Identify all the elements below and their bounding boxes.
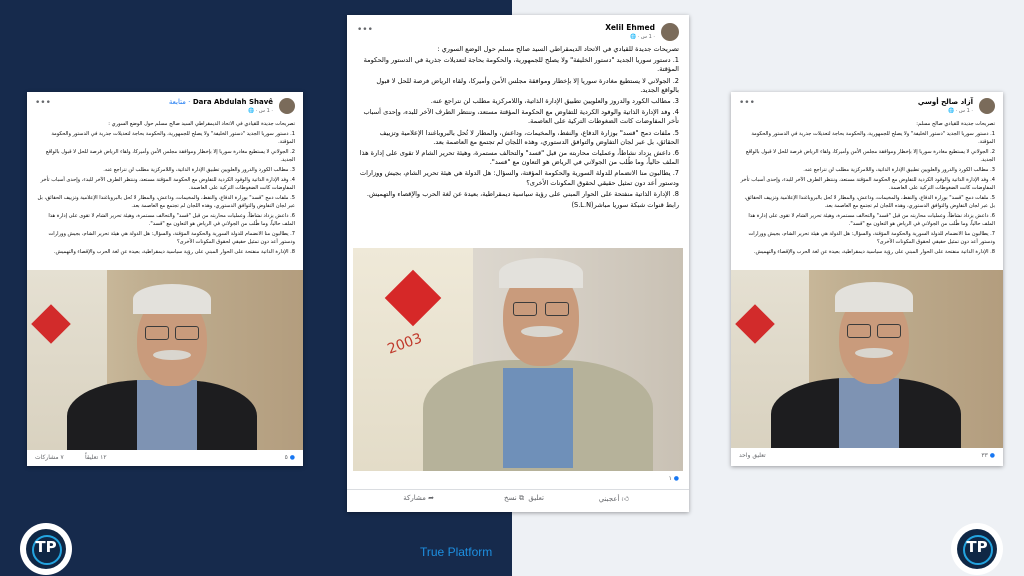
post-item: 6. داعش يزداد نشاطاً، وعمليات محاربته من قبل "قسد" والتحالف مستمرة، وهيئة تحرير الشام لا تقوى على إدارة هذا الملف حالياً، وما طُلب من الجولاني في الرياض هو التعاون مع "قسد".	[359, 149, 679, 167]
post-item: 3. مطالب الكورد والدروز والعلويين تطبيق الإدارة الذاتية، واللامركزية مطلب لن نتراجع عنه.	[430, 97, 679, 106]
post-item: 2. الجولاني لا يستطيع مغادرة سوريا إلا بإخطار وموافقة مجلس الأمن وأميركا، ولقاء الرياض فرصة للحل لا قبول بالواقع الجديد.	[376, 76, 679, 94]
post-item: 8. الإدارة الذاتية منفتحة على الحوار المبني على رؤية سياسية ديمقراطية، بعيدة عن لغة الحرب والإقصاء والتهميش.	[366, 189, 679, 198]
post-item: 6. داعش يزداد نشاطاً، وعمليات محاربته من قبل "قسد" والتحالف مستمرة، وهيئة تحرير الشام لا تقوى على إدارة هذا الملف حالياً، وما طُلب من الجولاني في الرياض هو التعاون مع "قسد".	[748, 213, 995, 227]
follow-link[interactable]: · متابعة	[168, 98, 191, 106]
post-footer	[347, 474, 689, 486]
post-footer	[731, 451, 1003, 463]
post-item: 2. الجولاني لا يستطيع مغادرة سوريا إلا بإخطار وموافقة مجلس الأمن وأميركا، ولقاء الرياض فرصة للحل لا قبول بالواقع الجديد.	[745, 149, 995, 163]
comment-button[interactable]	[528, 494, 544, 502]
post-header	[347, 15, 689, 45]
reactions-number: ٥	[284, 454, 288, 461]
avatar[interactable]	[979, 98, 995, 114]
post-text	[27, 120, 303, 256]
post-item: 7. يطالبون منا الانضمام للدولة السورية والحكومة المؤقتة، والسؤال: هل الدولة هي هيئة تحرير الشام، بجيش ووزارات ودستور أعد دون تمثيل حقيقي لحقوق المكونات الأخرى؟	[359, 169, 679, 187]
post-intro: تصريحات جديدة للقيادي في الاتحاد الديمقراطي السيد صالح مسلم حول الوضع السوري :	[108, 121, 295, 127]
post-intro: تصريحات جديدة للقيادي صالح مسلم:	[916, 121, 995, 127]
post-card-center	[347, 15, 689, 512]
more-options-icon[interactable]: •••	[357, 25, 373, 35]
post-item: 7. يطالبون منا الانضمام للدولة السورية والحكومة المؤقتة، والسؤال: هل الدولة هي هيئة تحرير الشام، بجيش ووزارات ودستور أعد دون تمثيل حقيقي لحقوق المكونات الأخرى؟	[748, 231, 995, 245]
post-header	[731, 92, 1003, 120]
action-bar	[347, 489, 689, 510]
comments-count[interactable]: تعليق واحد	[739, 452, 766, 459]
flag-year: 2003	[385, 330, 425, 358]
post-meta: · 1 س · 🌐	[629, 34, 655, 40]
author-name-text[interactable]: Dara Abdulah Shavê	[192, 98, 273, 106]
post-header	[27, 92, 303, 120]
like-reaction-icon: ●	[989, 452, 995, 459]
post-item: 1. دستور سوريا الجديد "دستور الخليفة" ولا يصلح للجمهورية، والحكومة بحاجة لتعديلات جذرية في الدستور والحكومة المؤقتة.	[363, 56, 679, 74]
post-card-right	[731, 92, 1003, 466]
source-line[interactable]: رابط قنوات شبكة سوريا مباشر(S.L.N)	[571, 201, 679, 210]
reactions-number: ١	[668, 475, 672, 482]
post-text	[347, 45, 689, 210]
post-item: 5. ملفات دمج "قسد" بوزارة الدفاع، والنفط، والمخيمات، وداعش، والمطار لا تُحل بالبروباغندا الإعلامية وتزييف الحقائق، بل عبر لجان التفاوض والتوافق الدستوري، وهذه اللجان لم تجتمع مع العاصمة بعد.	[37, 195, 295, 209]
post-item: 4. وفد الإدارة الذاتية والوفود الكردية للتفاوض مع الحكومة المؤقتة مستعد، وننتظر الطرف الآخر للبدء، وإحدى أسباب تأخر المفاوضات كانت الضغوطات التركية على العاصمة.	[740, 177, 995, 191]
like-label: أعجبني	[598, 495, 620, 503]
shares-count[interactable]: ٧ مشاركات	[35, 454, 64, 461]
post-item: 3. مطالب الكورد والدروز والعلويين تطبيق الإدارة الذاتية، واللامركزية مطلب لن نتراجع عنه.	[103, 167, 295, 173]
comments-count[interactable]: ١٢ تعليقاً	[85, 454, 107, 461]
thumbs-up-icon: 👍︎	[621, 495, 629, 503]
post-photo[interactable]	[27, 270, 303, 450]
like-reaction-icon: ●	[289, 454, 295, 461]
more-options-icon[interactable]: •••	[35, 98, 51, 108]
copy-label: نسخ	[504, 494, 517, 502]
share-icon: ➦	[428, 494, 434, 502]
post-meta: · 1 س · 🌐	[247, 108, 273, 114]
reactions-count[interactable]	[669, 475, 679, 482]
post-item: 4. وفد الإدارة الذاتية والوفود الكردية للتفاوض مع الحكومة المؤقتة مستعد، وننتظر الطرف الآخر للبدء، وإحدى أسباب تأخر المفاوضات كانت الضغوطات التركية على العاصمة.	[363, 108, 679, 126]
author-name[interactable]: آزاد صالح أوسي	[917, 98, 973, 106]
reactions-count[interactable]	[285, 454, 295, 461]
avatar[interactable]	[279, 98, 295, 114]
post-item: 1. دستور سوريا الجديد "دستور الخليفة" ولا يصلح للجمهورية، والحكومة بحاجة لتعديلات جذرية في الدستور والحكومة المؤقتة.	[751, 131, 995, 145]
reactions-number: ٣٣	[981, 452, 988, 459]
like-button[interactable]	[599, 494, 629, 503]
post-text	[731, 120, 1003, 256]
more-options-icon[interactable]: •••	[739, 98, 755, 108]
copy-icon: ⧉	[519, 494, 524, 502]
post-item: 7. يطالبون منا الانضمام للدولة السورية والحكومة المؤقتة، والسؤال: هل الدولة هي هيئة تحرير الشام، بجيش ووزارات ودستور أعد دون تمثيل حقيقي لحقوق المكونات الأخرى؟	[48, 231, 295, 245]
author-name[interactable]: Xelil Ehmed	[605, 23, 655, 32]
post-photo[interactable]	[731, 270, 1003, 448]
post-photo[interactable]	[353, 248, 683, 471]
comment-label: تعليق	[528, 494, 544, 502]
post-item: 4. وفد الإدارة الذاتية والوفود الكردية للتفاوض مع الحكومة المؤقتة مستعد، وننتظر الطرف الآخر للبدء، وإحدى أسباب تأخر المفاوضات كانت الضغوطات التركية على العاصمة.	[40, 177, 295, 191]
brand-logo-left	[22, 525, 70, 573]
copy-button[interactable]	[504, 494, 524, 503]
brand-logo-right	[953, 525, 1001, 573]
post-item: 1. دستور سوريا الجديد "دستور الخليفة" ولا يصلح للجمهورية، والحكومة بحاجة لتعديلات جذرية في الدستور والحكومة المؤقتة.	[51, 131, 295, 145]
reactions-count[interactable]	[981, 452, 995, 459]
post-intro: تصريحات جديدة للقيادي في الاتحاد الديمقراطي السيد صالح مسلم حول الوضع السوري :	[437, 45, 679, 53]
post-item: 5. ملفات دمج "قسد" بوزارة الدفاع، والنفط، والمخيمات، وداعش، والمطار لا تُحل بالبروباغندا الإعلامية وتزييف الحقائق، بل عبر لجان التفاوض والتوافق الدستوري، وهذه اللجان لم تجتمع مع العاصمة بعد.	[379, 128, 679, 146]
post-card-left	[27, 92, 303, 466]
post-item: 2. الجولاني لا يستطيع مغادرة سوريا إلا بإخطار وموافقة مجلس الأمن وأميركا، ولقاء الرياض فرصة للحل لا قبول بالواقع الجديد.	[45, 149, 295, 163]
avatar[interactable]	[661, 23, 679, 41]
like-reaction-icon: ●	[673, 475, 679, 482]
post-item: 8. الإدارة الذاتية منفتحة على الحوار المبني على رؤية سياسية ديمقراطية، بعيدة عن لغة الحرب والإقصاء والتهميش.	[753, 249, 995, 255]
post-item: 8. الإدارة الذاتية منفتحة على الحوار المبني على رؤية سياسية ديمقراطية، بعيدة عن لغة الحرب والإقصاء والتهميش.	[53, 249, 295, 255]
post-meta: · 1 س · 🌐	[947, 108, 973, 114]
post-item: 5. ملفات دمج "قسد" بوزارة الدفاع، والنفط، والمخيمات، وداعش، والمطار لا تُحل بالبروباغندا الإعلامية وتزييف الحقائق، بل عبر لجان التفاوض والتوافق الدستوري، وهذه اللجان لم تجتمع مع العاصمة بعد.	[744, 195, 995, 209]
post-footer	[27, 453, 303, 465]
author-name[interactable]	[169, 98, 273, 106]
tp-logo-icon: TP	[966, 538, 988, 556]
brand-name: True Platform	[420, 545, 493, 559]
share-label: مشاركة	[403, 494, 426, 502]
post-item: 3. مطالب الكورد والدروز والعلويين تطبيق الإدارة الذاتية، واللامركزية مطلب لن نتراجع عنه.	[803, 167, 995, 173]
share-button[interactable]	[403, 494, 434, 502]
post-item: 6. داعش يزداد نشاطاً، وعمليات محاربته من قبل "قسد" والتحالف مستمرة، وهيئة تحرير الشام لا تقوى على إدارة هذا الملف حالياً، وما طُلب من الجولاني في الرياض هو التعاون مع "قسد".	[48, 213, 295, 227]
tp-logo-icon: TP	[35, 538, 57, 556]
